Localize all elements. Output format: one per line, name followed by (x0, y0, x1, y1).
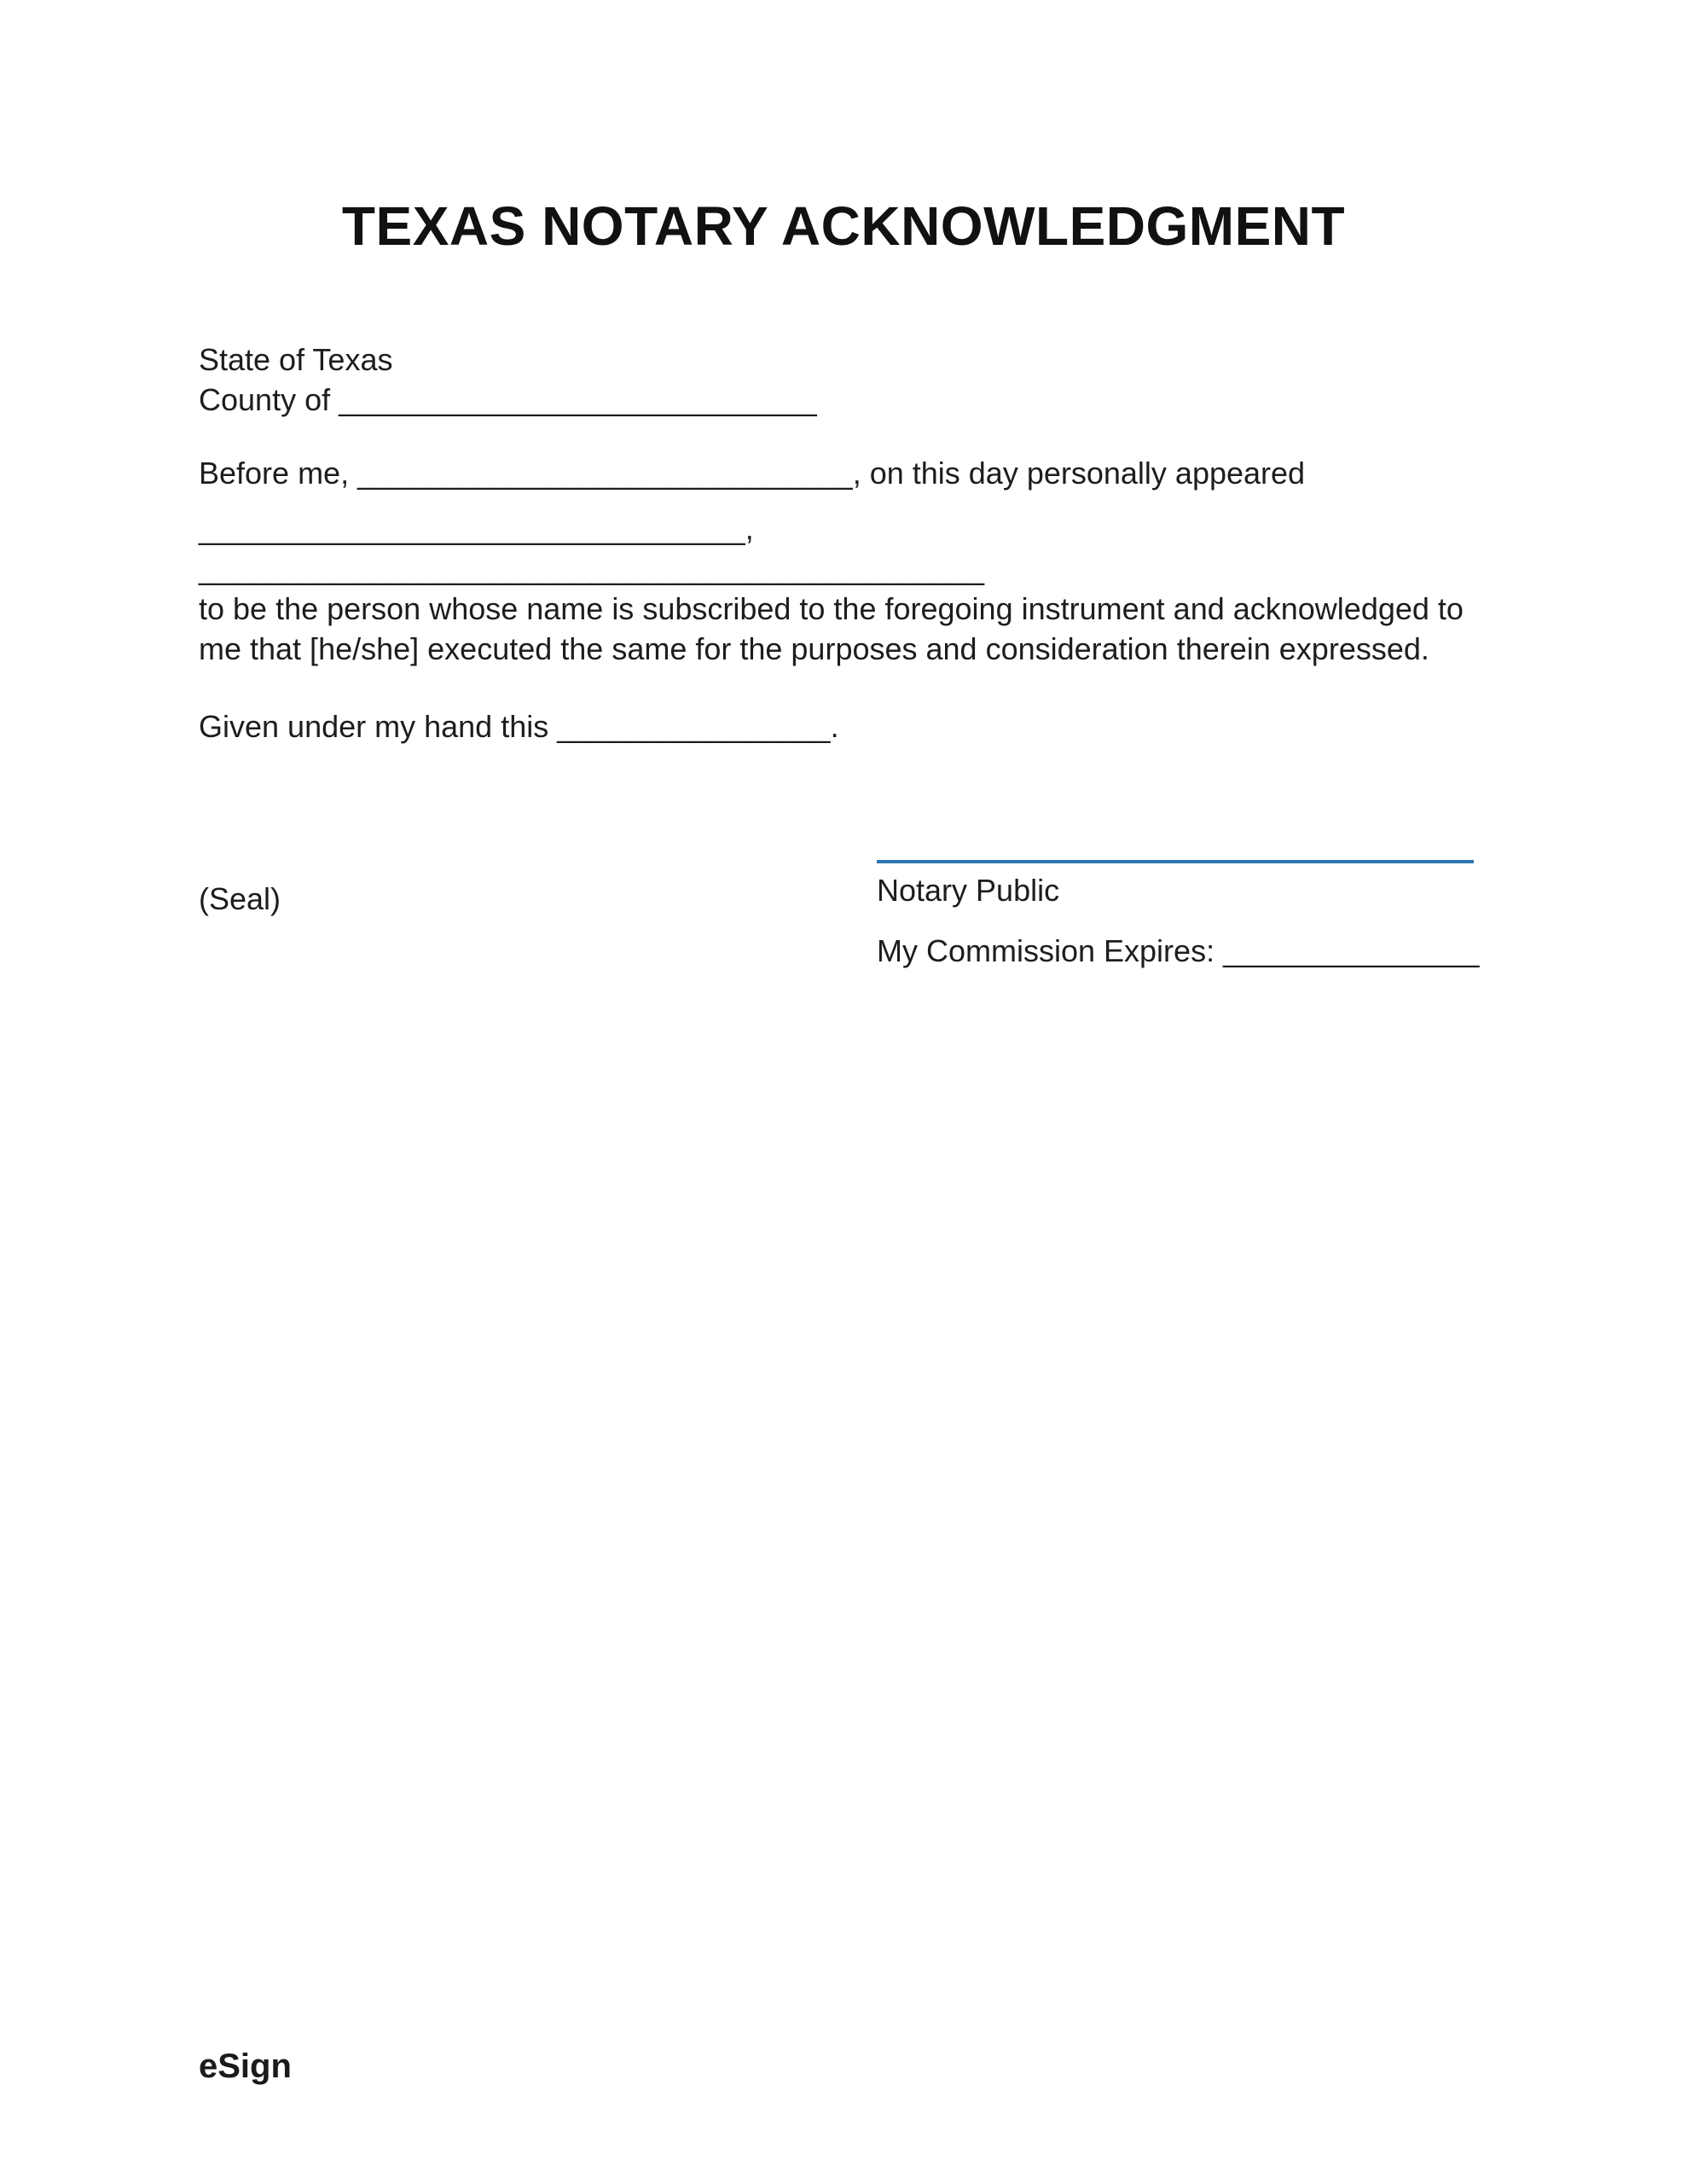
commission-expires-line: My Commission Expires: _______________ (877, 933, 1480, 968)
body-paragraph: to be the person whose name is subscribed to the foregoing instrument and acknowledged to me that [he/she] executed the same for the purposes and consideration therein expressed. (199, 591, 1464, 666)
esign-logo: eSign (199, 2048, 292, 2085)
notary-block (877, 860, 1482, 971)
county-line: County of ____________________________ (199, 382, 817, 417)
acknowledgment-paragraph (199, 508, 1492, 669)
notary-public-label: Notary Public (877, 873, 1060, 908)
document-body (199, 340, 1492, 746)
state-line: State of Texas (199, 342, 393, 377)
before-me-line: Before me, _____________________________, on this day personally appeared (199, 456, 1306, 491)
appeared-blank-line: ________________________________, ______________________________________________ (199, 511, 984, 586)
seal-label: (Seal) (199, 881, 281, 916)
given-under-hand-line: Given under my hand this ________________. (199, 709, 839, 744)
document-title: TEXAS NOTARY ACKNOWLEDGMENT (341, 195, 1346, 257)
state-county-block (199, 340, 1492, 420)
notary-signature-line (877, 860, 1474, 863)
